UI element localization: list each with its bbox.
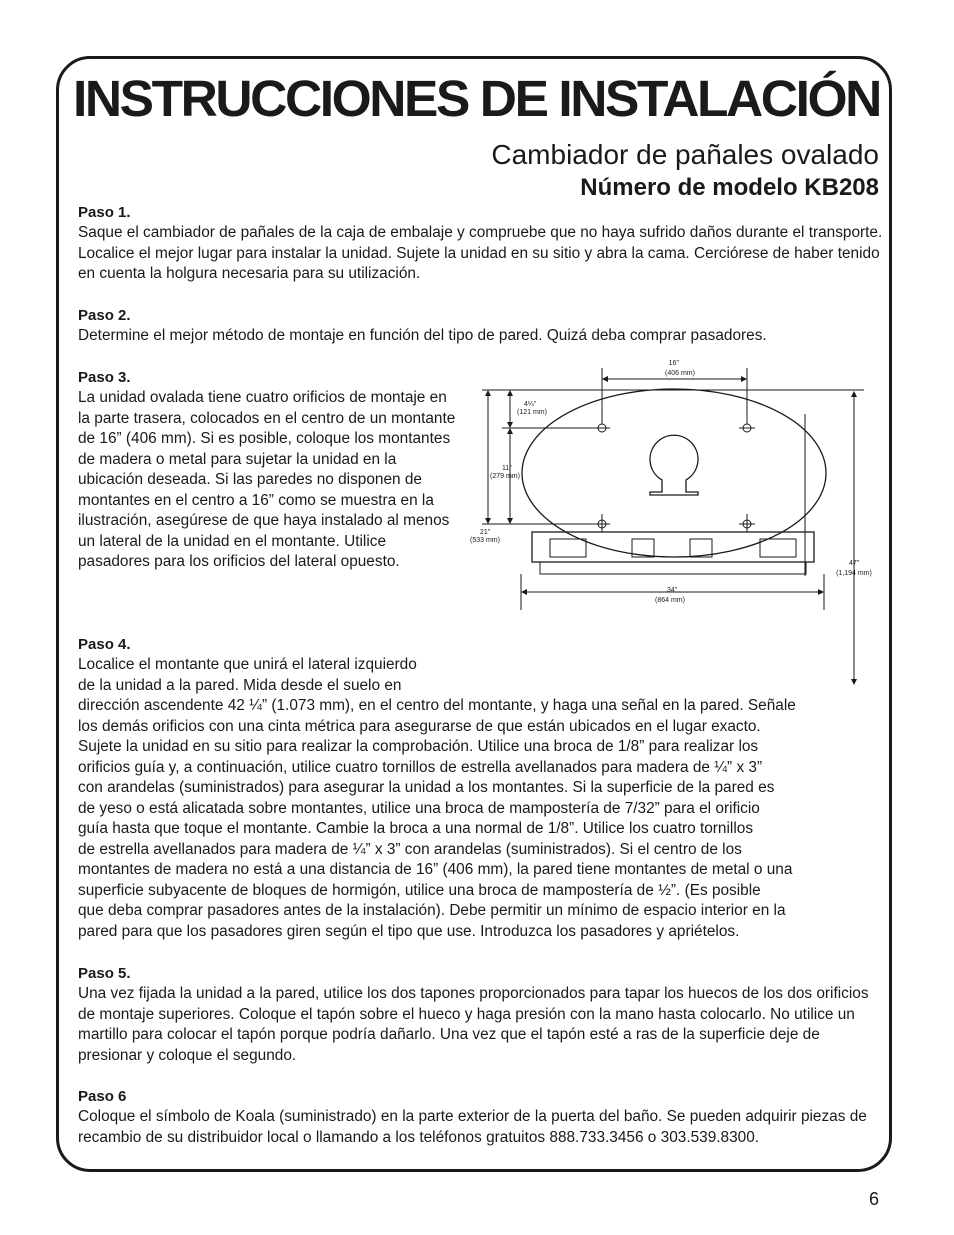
dim-label-top-mm: (406 mm) [665,370,695,377]
step-3-title: Paso 3. [78,369,131,386]
dim-label-e: 34” [666,587,678,594]
dim-label-c-mm: (533 mm) [470,537,500,544]
base-slot [760,539,796,557]
installation-diagram [462,354,882,689]
step-6-title: Paso 6 [78,1088,127,1105]
step-4-line: guía hasta que toque el montante. Cambie la broca a una normal de 1/8”. Utilice los cuatro tornillos [78,820,754,837]
step-1-text: Saque el cambiador de pañales de la caja de embalaje y compruebe que no haya sufrido daños durante el transporte. Localice el mejor lugar para instalar la unidad. Sujete la unidad en su sitio y abra la cama. Cerciórese de haber tenido en cuenta la holgura necesaria para su utilización. [78,224,883,282]
step-4-line: orificios guía y, a continuación, utilice cuatro tornillos de estrella avellanados para madera de ¼” x 3” [78,758,763,776]
step-4-line: montantes de madera no está a una distancia de 16” (406 mm), la pared tiene montantes de metal o una [78,861,793,878]
dim-label-a-mm: (121 mm) [517,409,547,416]
step-5-text: Una vez fijada la unidad a la pared, utilice los dos tapones proporcionados para tapar los huecos de los dos orificios de montaje superiores. Coloque el tapón sobre el hueco y haga presión con la mano hasta colocarlo. No utilice un martillo para colocar el tapón porque podría dañarlo. Una vez que el tapón esté a ras de la superficie deje de presionar y coloque el segundo. [78,985,869,1064]
dim-label-c: 21” [480,529,491,536]
page-title: INSTRUCCIONES DE INSTALACIÓN [73,70,880,127]
step-4-line: Localice el montante que unirá el lateral izquierdo [78,656,417,673]
step-4-line: que deba comprar pasadores antes de la instalación). Debe permitir un mínimo de espacio interior en la [78,902,786,919]
step-1-title: Paso 1. [78,204,131,221]
model-number: Número de modelo KB208 [580,174,879,201]
step-4-line: de la unidad a la pared. Mida desde el suelo en [78,676,402,694]
step-4-title: Paso 4. [78,636,131,653]
step-2-text: Determine el mejor método de montaje en función del tipo de pared. Quizá deba comprar pasadores. [78,327,767,344]
step-4-line: de estrella avellanados para madera de ¼” x 3” con arandelas (suministrados). Si el centro de los [78,840,742,858]
base-slot [550,539,586,557]
step-3-text: La unidad ovalada tiene cuatro orificios de montaje en la parte trasera, colocados en el centro de un montante de 16” (406 mm). Si es posible, coloque los montantes de madera o metal para sujetar la unidad en la ubicación deseada. Si las paredes no disponen de montantes en el centro a 16” como se muestra en la ilustración, asegúrese de que haya instalado al menos un lateral de la unidad en el montante. Utilice pasadores para los orificios del lateral opuesto. [78,389,456,570]
step-4-line: dirección ascendente 42 ¼” (1.073 mm), en el centro del montante, y haga una señal en la pared. Señale [78,697,796,714]
step-4-line: con arandelas (suministrados) para asegurar la unidad a los montantes. Si la superficie de la pared es [78,779,775,796]
dim-label-top: 16’’ [668,360,680,367]
step-4-text [78,655,888,942]
handle-shape [650,435,698,495]
product-subtitle: Cambiador de pañales ovalado [491,139,879,170]
dim-label-a: 4¼” [524,401,537,408]
page-number: 6 [869,1189,880,1209]
step-4-line: de yeso o está alicatada sobre montantes, utilice una broca de mampostería de 7/32” para el orificio [78,799,760,817]
dim-label-b: 11” [502,465,512,472]
step-4-line: Sujete la unidad en su sitio para realizar la comprobación. Utilice una broca de 1/8” para realizar los [78,738,759,755]
step-5-title: Paso 5. [78,965,131,982]
base-bottom [540,562,806,574]
dim-label-b-mm: (279 mm) [490,473,520,480]
step-2-title: Paso 2. [78,307,131,324]
dim-label-e-mm: (864 mm) [655,597,685,604]
dim-label-d-mm: (1,194 mm) [836,570,872,577]
step-4-line: pared para que los pasadores giren según el tipo que use. Introduzca los pasadores y apriételos. [78,922,740,940]
dim-label-d: 47” [848,560,860,567]
step-4-line: los demás orificios con una cinta métrica para asegurarse de que están ubicados en el lugar exacto. [78,717,761,735]
step-6-text: Coloque el símbolo de Koala (suministrado) en la parte exterior de la puerta del baño. Se pueden adquirir piezas de recambio de su distribuidor local o llamando a los teléfonos gratuitos 888.733.3456 o 303.539.8300. [78,1108,867,1146]
step-4-line: superficie subyacente de bloques de hormigón, utilice una broca de mampostería de ½”. (Es posible [78,881,761,899]
